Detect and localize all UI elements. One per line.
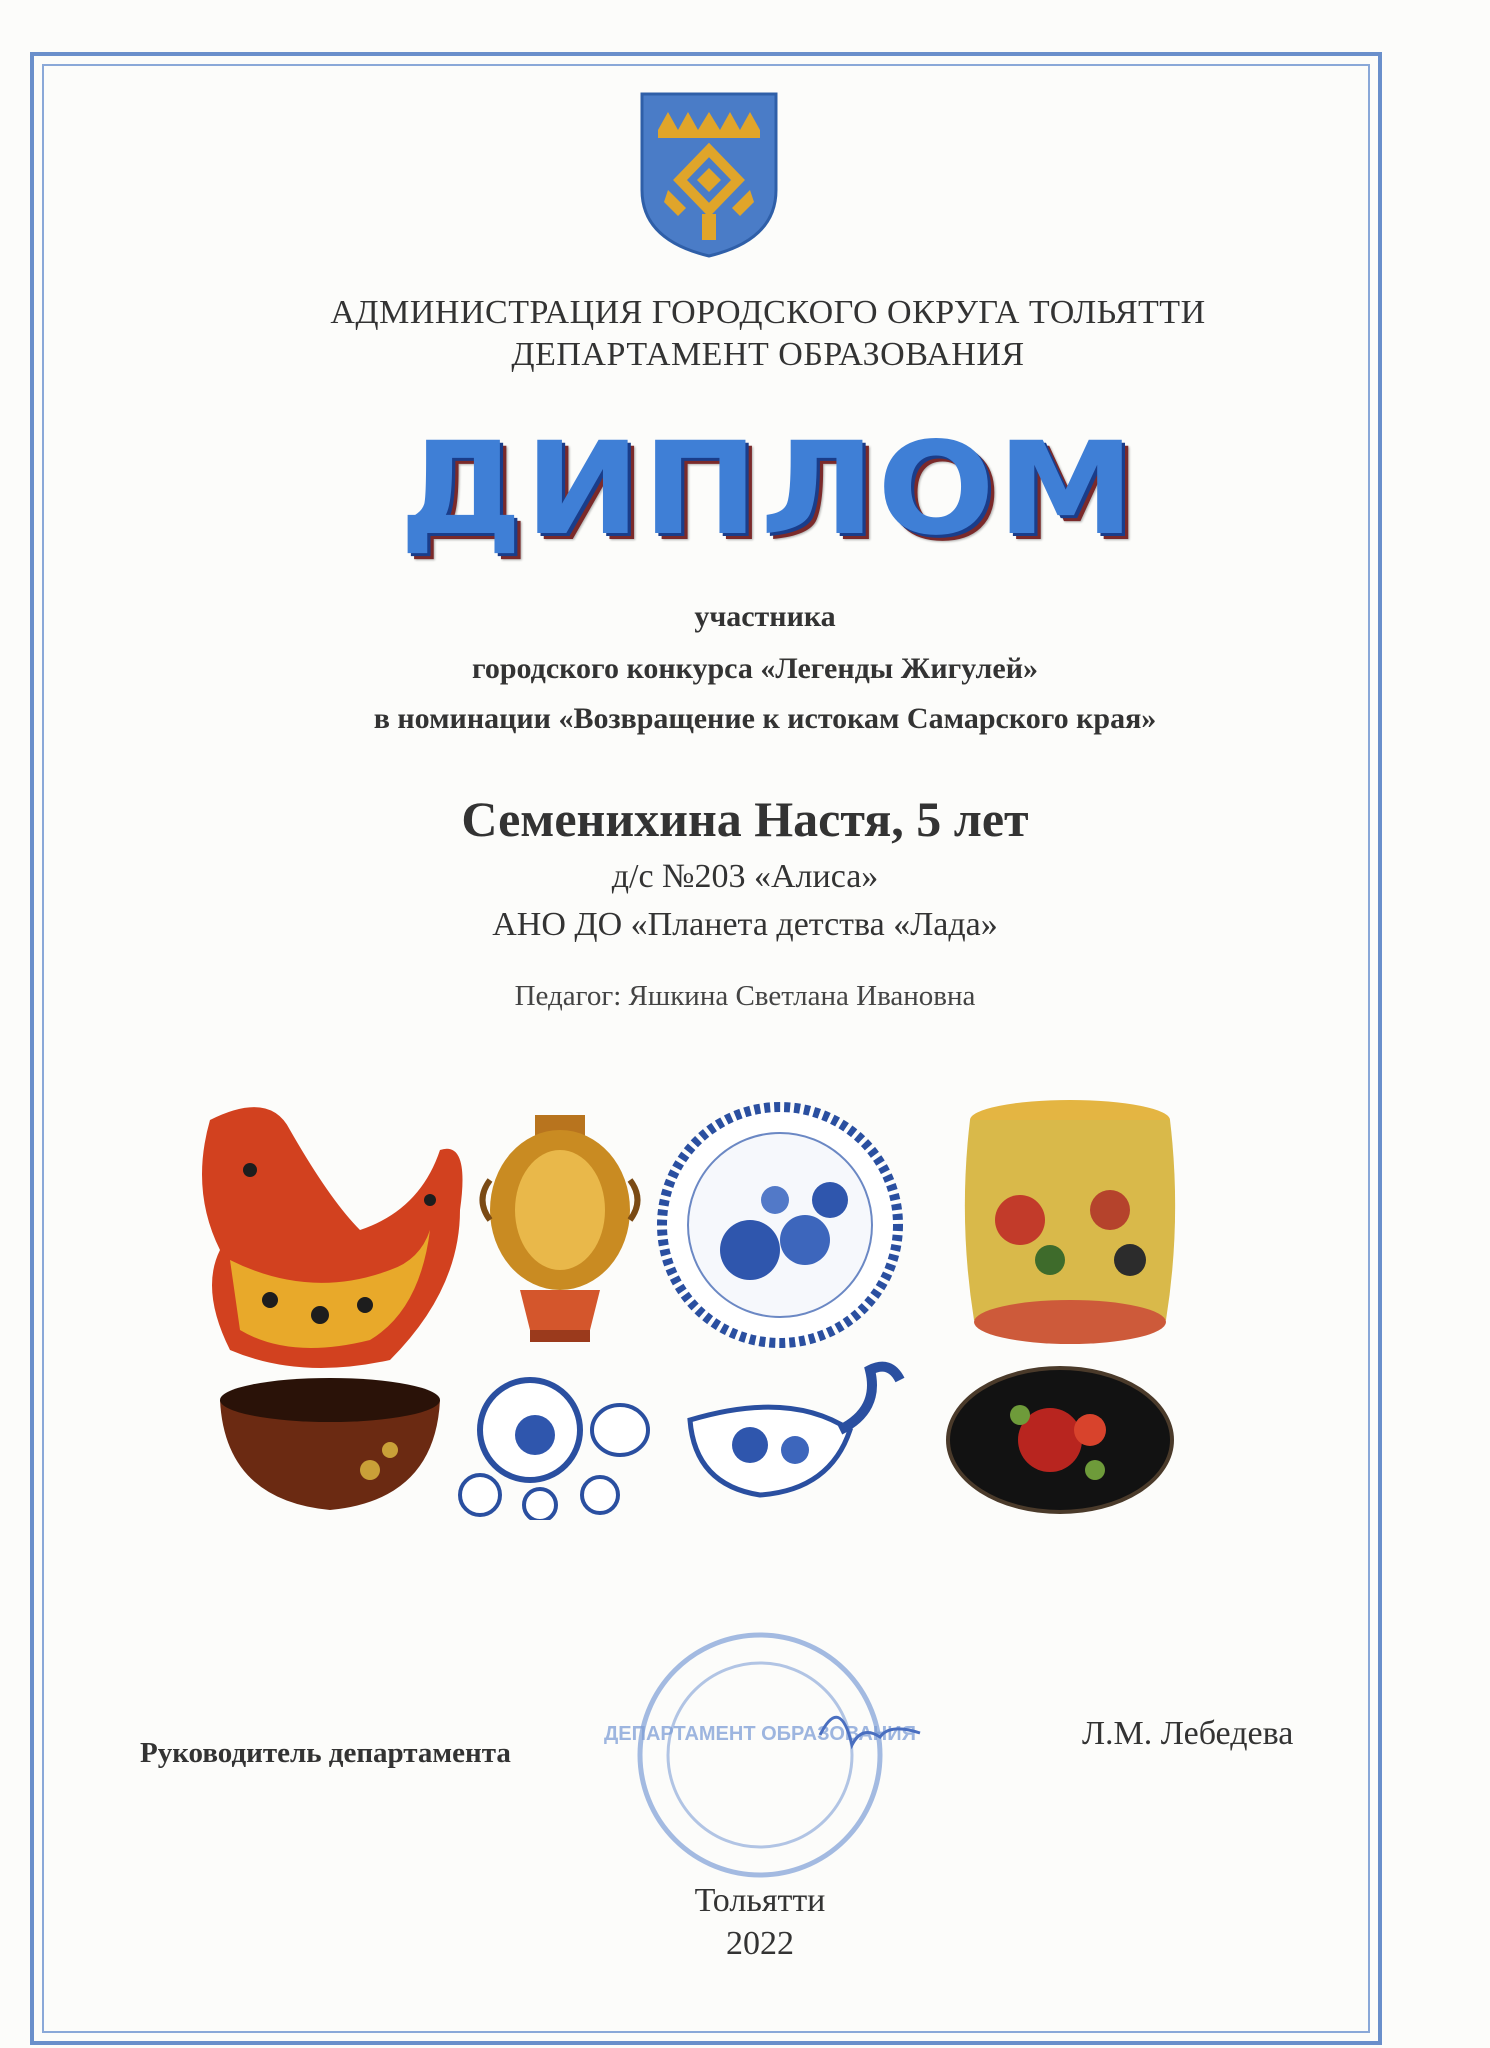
city-emblem-icon (638, 90, 780, 260)
gzhel-tea-set-icon (460, 1380, 648, 1520)
city: Тольятти (694, 1882, 826, 1919)
award-line-3: в номинации «Возвращение к истокам Самарского края» (373, 702, 1157, 735)
diploma-title: ДИПЛОМ (399, 415, 1137, 564)
gzhel-swan-dish-icon (690, 1367, 900, 1495)
gzhel-plate-icon (662, 1107, 898, 1343)
award-line-1: участника (694, 600, 836, 633)
official-stamp-icon (590, 1605, 930, 1895)
samovar-icon (483, 1115, 638, 1342)
khokhloma-bird-dish-icon (202, 1107, 463, 1368)
year: 2022 (726, 1925, 794, 1962)
zhostovo-tray-icon (948, 1368, 1172, 1512)
signature-role: Руководитель департамента (140, 1737, 511, 1769)
recipient-name: Семенихина Настя, 5 лет (461, 791, 1029, 847)
khokhloma-bowl-icon (220, 1378, 440, 1510)
teacher: Педагог: Яшкина Светлана Ивановна (514, 980, 976, 1012)
header-line-2: ДЕПАРТАМЕНТ ОБРАЗОВАНИЯ (511, 336, 1025, 373)
folk-crafts-illustration (190, 1090, 1230, 1520)
organization: АНО ДО «Планета детства «Лада» (492, 906, 998, 943)
painted-barrel-icon (965, 1100, 1175, 1344)
header-line-1: АДМИНИСТРАЦИЯ ГОРОДСКОГО ОКРУГА ТОЛЬЯТТИ (330, 294, 1206, 331)
award-line-2: городского конкурса «Легенды Жигулей» (471, 652, 1038, 685)
signature-name: Л.М. Лебедева (1082, 1715, 1294, 1752)
stamp-text: ДЕПАРТАМЕНТ ОБРАЗОВАНИЯ (604, 1723, 916, 1745)
kindergarten: д/с №203 «Алиса» (611, 858, 879, 895)
